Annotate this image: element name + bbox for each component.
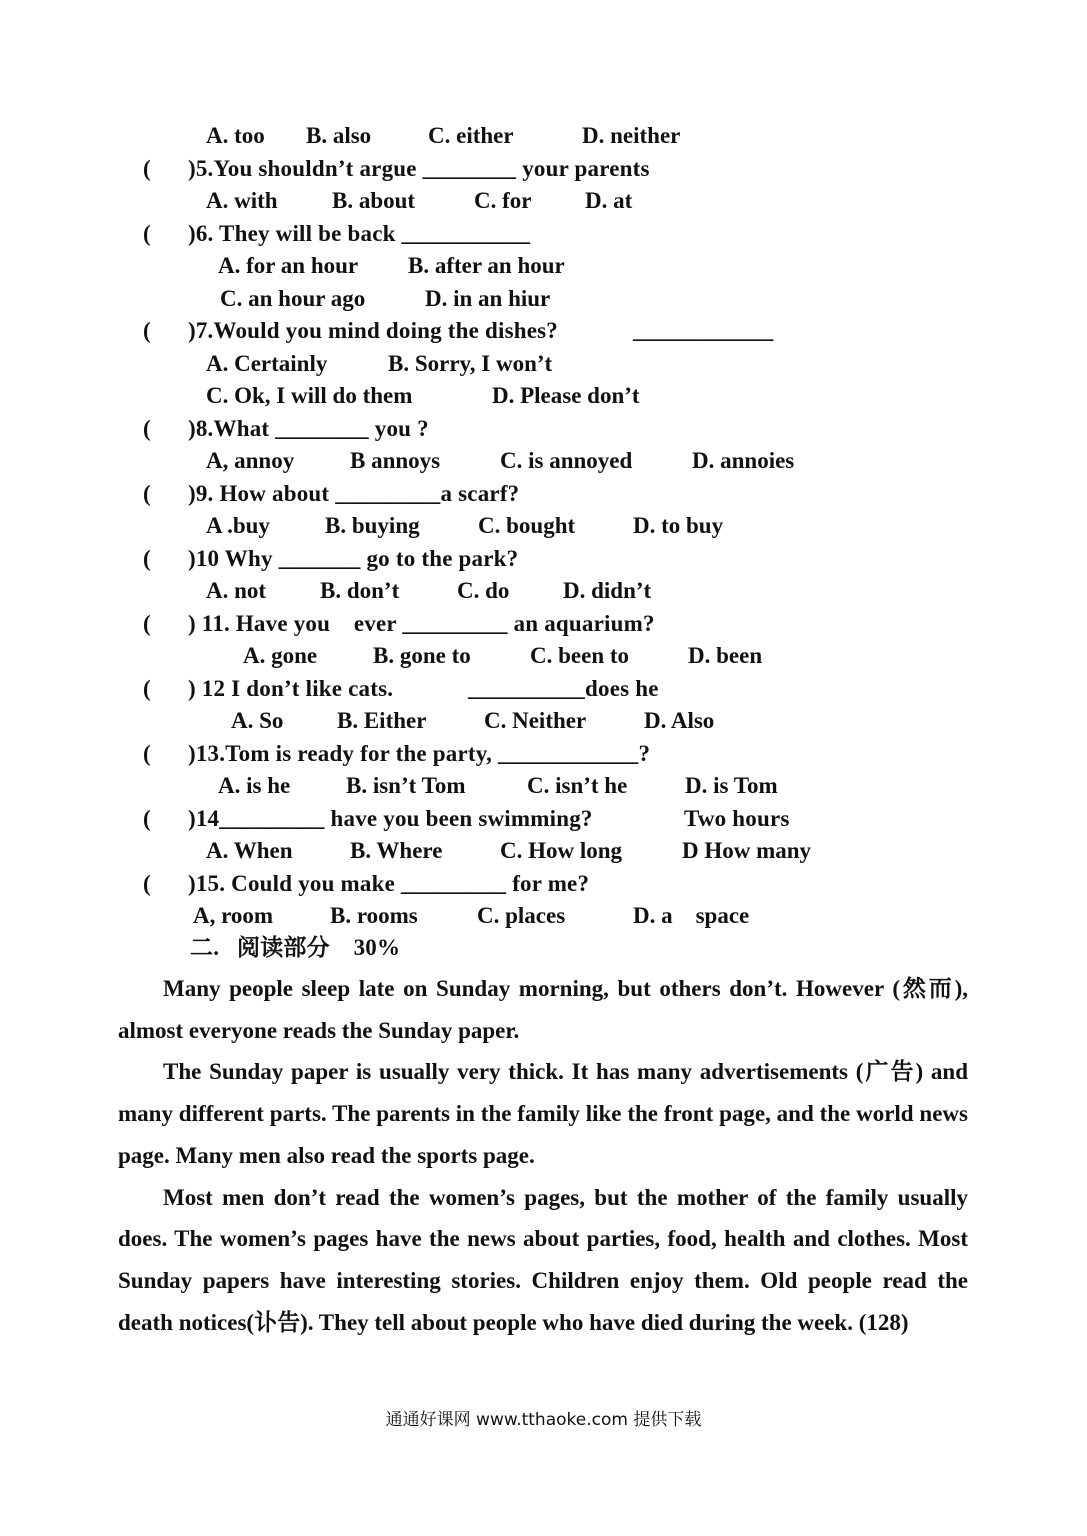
q15-option-a: A, room [193,903,274,928]
q14-option-c: C. How long [500,838,623,863]
q6-option-d: D. in an hiur [425,286,551,311]
q6-paren: ( [143,221,151,246]
q15-option-c: C. places [477,903,566,928]
q7-stem: )7.Would you mind doing the dishes? [188,318,559,343]
passage-paragraph: The Sunday paper is usually very thick. It has many advertisements (广告) and many different parts. The parents in the family like the front page, and the world news page. Many men also read the sports page. [118,1059,968,1168]
q10-paren: ( [143,546,151,571]
q5-option-a: A. with [206,188,278,213]
q4-option-a: A. too [206,123,265,148]
q11-stem: ) 11. Have you ever _________ an aquarium? [188,611,655,636]
q8-option-a: A, annoy [206,448,295,473]
q14-option-d: D How many [682,838,812,863]
q10-option-b: B. don’t [320,578,400,603]
q5-option-d: D. at [585,188,633,213]
q12-option-d: D. Also [644,708,715,733]
q12-stem: ) 12 I don’t like cats. [188,676,394,701]
q5-paren: ( [143,156,151,181]
q6-option-a: A. for an hour [218,253,359,278]
q15-option-d: D. a space [633,903,750,928]
reading-section-heading: 二. 阅读部分 30% [190,935,401,960]
q7-paren: ( [143,318,151,343]
q15-paren: ( [143,871,151,896]
q7-option-b: B. Sorry, I won’t [388,351,553,376]
q9-option-b: B. buying [325,513,420,538]
q11-option-b: B. gone to [373,643,471,668]
q9-option-d: D. to buy [633,513,724,538]
q8-paren: ( [143,416,151,441]
q8-option-b: B annoys [350,448,441,473]
page-footer: 通通好课网 www.tthaoke.com 提供下载 [385,1410,702,1430]
q13-option-d: D. is Tom [685,773,778,798]
q15-stem: )15. Could you make _________ for me? [188,871,590,896]
q6-option-b: B. after an hour [408,253,565,278]
q15-option-b: B. rooms [330,903,418,928]
q12-answer-blank: __________does he [468,676,659,701]
q10-stem: )10 Why _______ go to the park? [188,546,519,571]
q4-option-d: D. neither [582,123,681,148]
q5-option-b: B. about [332,188,416,213]
q13-option-b: B. isn’t Tom [346,773,466,798]
q6-stem: )6. They will be back ___________ [188,221,531,246]
q8-option-c: C. is annoyed [500,448,633,473]
q7-option-d: D. Please don’t [492,383,640,408]
q10-option-a: A. not [206,578,267,603]
q4-option-c: C. either [428,123,514,148]
passage-paragraph: Many people sleep late on Sunday morning, but others don’t. However (然而), almost everyone reads the Sunday paper. [118,976,968,1043]
q5-option-c: C. for [474,188,532,213]
reading-passage [118,968,968,1343]
q14-option-a: A. When [206,838,293,863]
q13-paren: ( [143,741,151,766]
q9-option-a: A .buy [206,513,270,538]
q11-option-a: A. gone [243,643,318,668]
q11-option-c: C. been to [530,643,630,668]
q10-option-d: D. didn’t [563,578,652,603]
q11-option-d: D. been [688,643,763,668]
q12-paren: ( [143,676,151,701]
q13-stem: )13.Tom is ready for the party, ____________? [188,741,651,766]
q14-option-b: B. Where [350,838,443,863]
q14-stem: )14_________ have you been swimming? [188,806,593,831]
q7-option-c: C. Ok, I will do them [206,383,413,408]
q14-answer: Two hours [684,806,790,831]
q12-option-c: C. Neither [484,708,587,733]
passage-paragraph: Most men don’t read the women’s pages, but the mother of the family usually does. The women’s pages have the news about parties, food, health and clothes. Most Sunday papers have interesting stories. Children enjoy them. Old people read the death notices(讣告). They tell about people who have died during the week. (128) [118,1184,968,1335]
q6-option-c: C. an hour ago [220,286,366,311]
q7-option-a: A. Certainly [206,351,328,376]
q7-answer-blank: ____________ [633,318,774,343]
q9-paren: ( [143,481,151,506]
q5-stem: )5.You shouldn’t argue ________ your parents [188,156,650,181]
q8-stem: )8.What ________ you ? [188,416,429,441]
q4-option-b: B. also [306,123,372,148]
q13-option-a: A. is he [218,773,291,798]
q12-option-b: B. Either [337,708,427,733]
q9-stem: )9. How about _________a scarf? [188,481,520,506]
q12-option-a: A. So [231,708,284,733]
q8-option-d: D. annoies [692,448,795,473]
q14-paren: ( [143,806,151,831]
q13-option-c: C. isn’t he [527,773,628,798]
q10-option-c: C. do [457,578,510,603]
q9-option-c: C. bought [478,513,576,538]
q11-paren: ( [143,611,151,636]
